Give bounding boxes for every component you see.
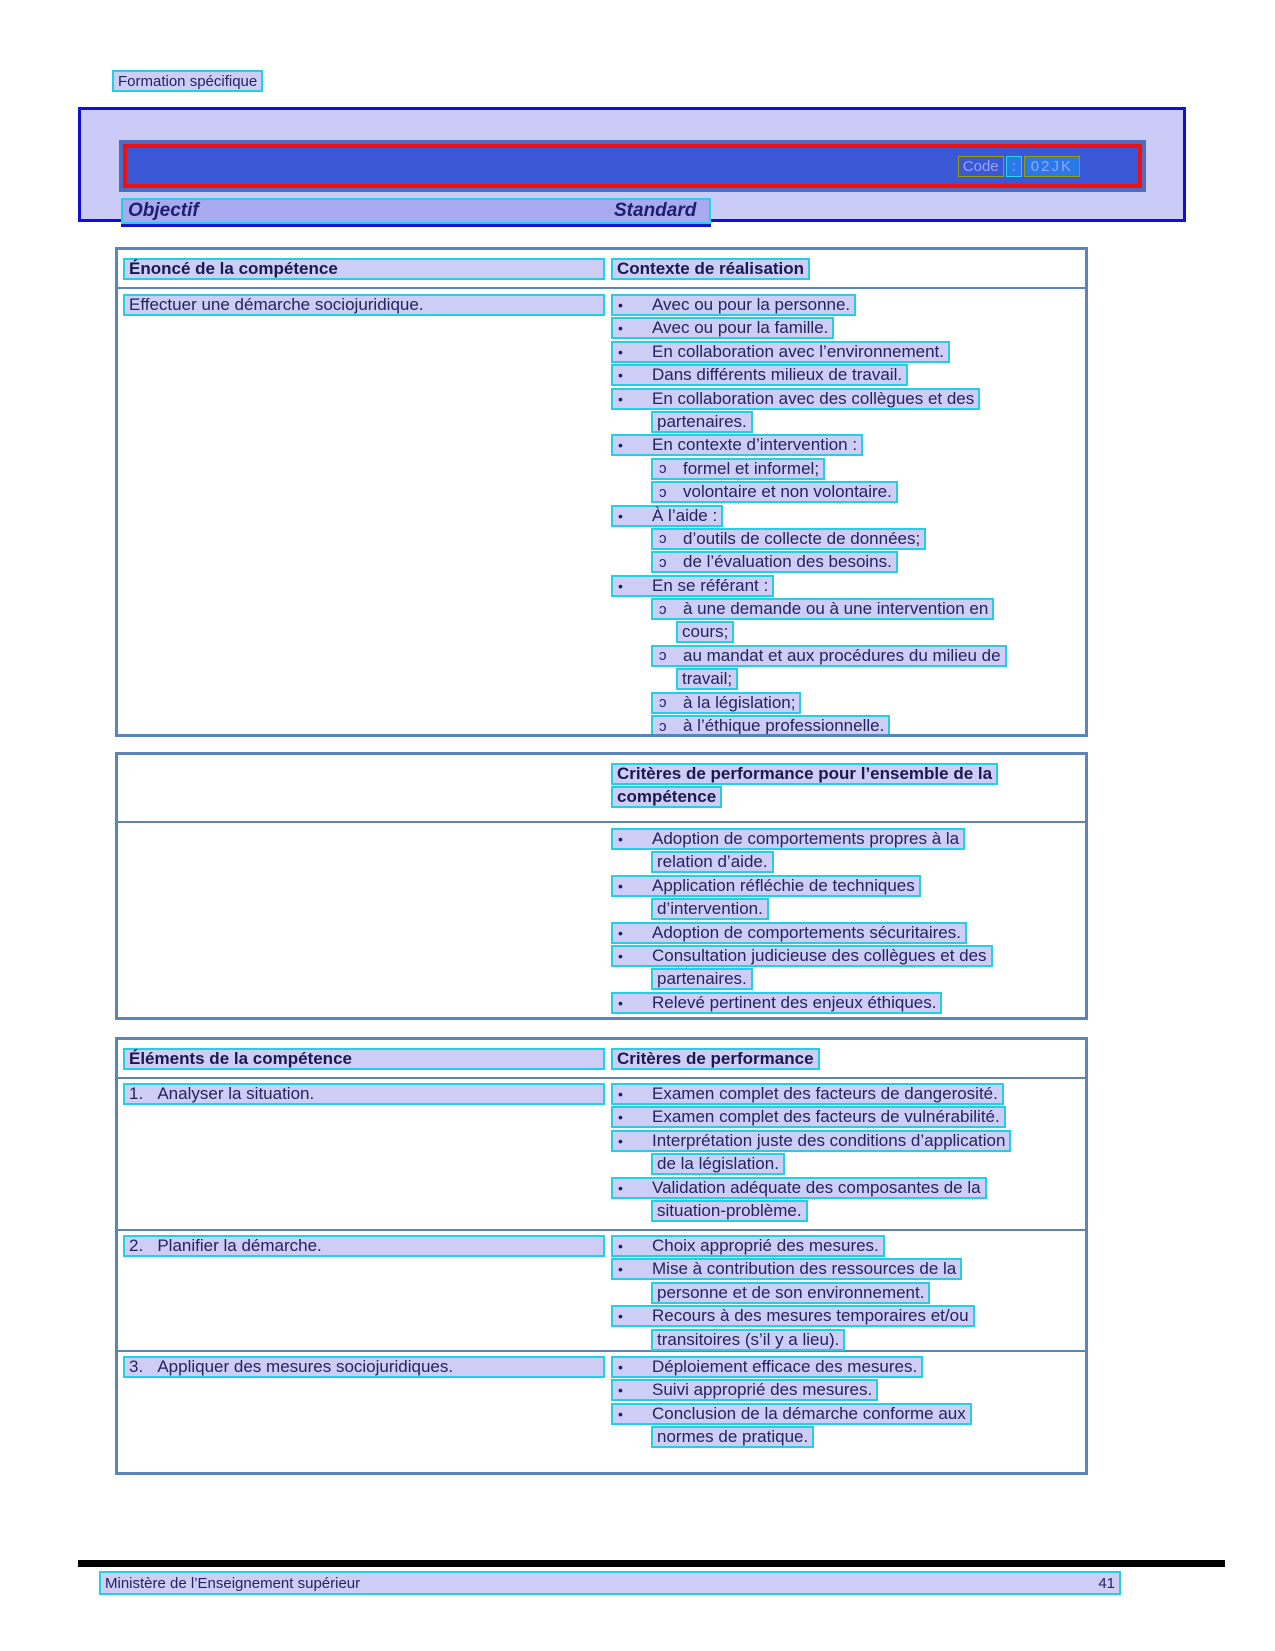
highlighted-text [611, 294, 856, 316]
highlighted-text [611, 1083, 1004, 1105]
list-item-text: normes de pratique. [657, 1427, 809, 1447]
formation-label: Formation spécifique [112, 70, 263, 92]
table3-header-row [118, 1040, 1085, 1079]
list-item-text: Consultation judicieuse des collègues et des [652, 945, 987, 965]
bullet-icon: • [618, 1308, 623, 1325]
bullet-icon: • [618, 1359, 623, 1375]
table2-body [118, 823, 1085, 1015]
footer-highlight [99, 1571, 1121, 1595]
list-line [611, 1305, 1080, 1328]
header-box [78, 107, 1186, 222]
element-cell [123, 1356, 611, 1470]
highlighted-text [651, 851, 774, 873]
list-line [611, 1329, 1080, 1352]
list-line [611, 992, 1080, 1015]
criteria-list [611, 828, 1080, 1015]
list-item-text: de l’évaluation des besoins. [683, 552, 892, 572]
list-item-text: à une demande ou à une intervention en [683, 599, 989, 619]
list-item-text: Adoption de comportements sécuritaires. [652, 922, 961, 942]
list-line [611, 922, 1080, 945]
highlighted-text [611, 828, 965, 850]
sub-bullet-icon: ɔ [659, 600, 667, 618]
list-line [611, 715, 1080, 737]
code-label: Code [958, 156, 1004, 177]
highlighted-text [611, 388, 980, 410]
list-item-text: d’intervention. [657, 899, 763, 919]
highlighted-text [651, 551, 898, 573]
list-line [611, 1106, 1080, 1129]
criteria-header-line2: compétence [611, 786, 722, 808]
table3-col2-header-cell [611, 1048, 1080, 1070]
list-item-text: Application réfléchie de techniques [652, 875, 915, 895]
list-line [611, 1235, 1080, 1258]
list-item-text: Mise à contribution des ressources de la [652, 1259, 957, 1279]
footer [99, 1571, 1121, 1595]
highlighted-text [611, 505, 723, 527]
bullet-icon: • [618, 947, 623, 964]
list-item-text: Examen complet des facteurs de vulnérabilité. [652, 1107, 1000, 1127]
list-line [611, 621, 1080, 644]
elements-criteria-table [115, 1037, 1088, 1475]
highlighted-text [611, 1235, 885, 1257]
list-line [611, 598, 1080, 621]
list-line [611, 945, 1080, 968]
highlighted-text [651, 411, 753, 433]
highlighted-text [611, 317, 834, 339]
highlighted-text [611, 992, 942, 1014]
list-line [611, 692, 1080, 715]
list-item-text: partenaires. [657, 411, 747, 431]
col1-header: Énoncé de la compétence [123, 258, 605, 280]
list-line [611, 364, 1080, 387]
bullet-icon: • [618, 1238, 623, 1254]
bullet-icon: • [618, 437, 623, 454]
bullet-icon: • [618, 1109, 623, 1126]
list-line [611, 875, 1080, 898]
element-cell [123, 1235, 611, 1350]
list-line [611, 505, 1080, 528]
table1-col1-header-cell [123, 258, 611, 280]
highlighted-text [676, 668, 738, 690]
table2-col2-header-cell [611, 763, 1080, 810]
highlighted-text [651, 1329, 845, 1351]
highlighted-text [611, 1258, 962, 1280]
list-item-text: transitoires (s’il y a lieu). [657, 1329, 840, 1349]
highlighted-text [611, 1305, 975, 1327]
highlighted-text [651, 692, 801, 714]
title-bar [119, 140, 1146, 192]
list-item-text: Avec ou pour la personne. [652, 295, 851, 314]
element-cell [123, 1083, 611, 1229]
list-item-text: Validation adéquate des composantes de la [652, 1177, 981, 1197]
highlighted-text [651, 1426, 814, 1448]
list-item-text: d’outils de collecte de données; [683, 528, 921, 548]
list-line [611, 1153, 1080, 1176]
list-line [611, 317, 1080, 340]
competence-context-table [115, 247, 1088, 737]
table3-col1-header-cell [123, 1048, 611, 1070]
context-list [611, 294, 1080, 737]
code-value: 02JK [1024, 156, 1080, 177]
bullet-icon: • [618, 507, 623, 524]
list-item-text: À l’aide : [652, 505, 718, 525]
highlighted-text [611, 1379, 878, 1401]
list-line [611, 668, 1080, 691]
element-2: 2. Planifier la démarche. [123, 1235, 605, 1257]
list-item-text: Déploiement efficace des mesures. [652, 1357, 918, 1376]
highlighted-text [611, 875, 921, 897]
objectif-heading: Objectif [128, 200, 199, 221]
bullet-icon: • [618, 577, 623, 594]
bullet-icon: • [618, 1132, 623, 1149]
highlighted-text [651, 1200, 808, 1222]
bullet-icon: • [618, 297, 623, 313]
col2-header: Contexte de réalisation [611, 258, 810, 280]
footer-divider-bar [78, 1560, 1225, 1567]
criteria-header-line1: Critères de performance pour l’ensemble de la [611, 763, 998, 785]
sub-bullet-icon: ɔ [659, 694, 667, 712]
list-item-text: partenaires. [657, 969, 747, 989]
list-item-text: au mandat et aux procédures du milieu de [683, 645, 1001, 665]
table2-empty-cell [123, 828, 611, 1015]
list-item-text: En se référant : [652, 575, 769, 595]
table-row [118, 1079, 1085, 1229]
table-row [118, 1350, 1085, 1470]
competence-statement-cell [123, 294, 611, 737]
list-item-text: En collaboration avec l’environnement. [652, 341, 945, 361]
list-item-text: Examen complet des facteurs de dangerosité. [652, 1084, 998, 1103]
list-line [611, 645, 1080, 668]
performance-header: Critères de performance [611, 1048, 820, 1070]
list-item-text: relation d’aide. [657, 852, 768, 872]
list-item-text: formel et informel; [683, 458, 820, 478]
standard-heading: Standard [614, 200, 697, 221]
highlighted-text [611, 1403, 972, 1425]
list-line [611, 411, 1080, 434]
bullet-icon: • [618, 1382, 623, 1399]
list-item-text: Relevé pertinent des enjeux éthiques. [652, 992, 937, 1012]
list-line [611, 1379, 1080, 1402]
list-item-text: Suivi approprié des mesures. [652, 1380, 873, 1400]
list-line [611, 551, 1080, 574]
highlighted-text [611, 341, 950, 363]
bullet-icon: • [618, 1179, 623, 1196]
table1-body [118, 289, 1085, 737]
highlighted-text [651, 645, 1007, 667]
highlighted-text [651, 1153, 785, 1175]
list-item-text: situation-problème. [657, 1200, 802, 1220]
list-item-text: En contexte d’intervention : [652, 435, 858, 455]
highlighted-text [651, 715, 890, 737]
bullet-icon: • [618, 831, 623, 847]
list-item-text: à l’éthique professionnelle. [683, 716, 885, 736]
list-line [611, 528, 1080, 551]
highlighted-text [651, 1282, 930, 1304]
list-line [611, 851, 1080, 874]
highlighted-text [651, 898, 769, 920]
list-line [611, 1356, 1080, 1379]
code-separator: : [1006, 156, 1022, 177]
list-line [611, 294, 1080, 317]
highlighted-text [611, 364, 908, 386]
highlighted-text [611, 575, 774, 597]
sub-bullet-icon: ɔ [659, 553, 667, 571]
highlighted-text [611, 1177, 987, 1199]
list-line [611, 968, 1080, 991]
list-line [611, 481, 1080, 504]
list-item-text: cours; [682, 622, 729, 642]
list-item-text: Recours à des mesures temporaires et/ou [652, 1306, 969, 1326]
list-line [611, 575, 1080, 598]
table-row [118, 1229, 1085, 1350]
bullet-icon: • [618, 924, 623, 941]
element-1-criteria-list [611, 1083, 1080, 1229]
list-item-text: Interprétation juste des conditions d’application [652, 1130, 1006, 1150]
title-bar-inner [123, 144, 1142, 188]
element-3-criteria-list [611, 1356, 1080, 1470]
highlighted-text [611, 434, 863, 456]
list-line [611, 898, 1080, 921]
list-line [611, 1258, 1080, 1281]
list-item-text: travail; [682, 669, 733, 689]
highlighted-text [676, 621, 734, 643]
bullet-icon: • [618, 343, 623, 360]
list-item-text: Choix approprié des mesures. [652, 1236, 879, 1255]
sub-bullet-icon: ɔ [659, 717, 667, 735]
performance-criteria-table [115, 752, 1088, 1020]
list-line [611, 828, 1080, 851]
bullet-icon: • [618, 877, 623, 894]
list-line [611, 1282, 1080, 1305]
sub-bullet-icon: ɔ [659, 460, 667, 478]
table2-header-row [118, 755, 1085, 823]
footer-ministry: Ministère de l’Enseignement supérieur [105, 1574, 361, 1592]
list-item-text: volontaire et non volontaire. [683, 482, 892, 502]
highlighted-text [611, 1130, 1011, 1152]
highlighted-text [651, 458, 825, 480]
objectif-standard-heading [121, 198, 711, 227]
bullet-icon: • [618, 390, 623, 407]
sub-bullet-icon: ɔ [659, 530, 667, 548]
list-item-text: Adoption de comportements propres à la [652, 829, 960, 848]
element-3: 3. Appliquer des mesures sociojuridiques. [123, 1356, 605, 1378]
list-line [611, 388, 1080, 411]
sub-bullet-icon: ɔ [659, 647, 667, 665]
element-2-criteria-list [611, 1235, 1080, 1350]
heading-highlight [121, 198, 711, 224]
list-line [611, 341, 1080, 364]
sub-bullet-icon: ɔ [659, 483, 667, 501]
list-line [611, 458, 1080, 481]
competence-statement: Effectuer une démarche sociojuridique. [123, 294, 605, 316]
list-item-text: de la législation. [657, 1154, 779, 1174]
highlighted-text [651, 481, 898, 503]
highlighted-text [651, 598, 994, 620]
list-item-text: à la législation; [683, 692, 796, 712]
list-item-text: Avec ou pour la famille. [652, 318, 829, 338]
highlighted-text [651, 528, 926, 550]
list-line [611, 1426, 1080, 1449]
table1-header-row [118, 250, 1085, 289]
footer-page-number: 41 [1098, 1574, 1115, 1592]
table1-col2-header-cell [611, 258, 1080, 280]
elements-header: Éléments de la compétence [123, 1048, 605, 1070]
list-item-text: Dans différents milieux de travail. [652, 365, 903, 385]
formation-section-label [112, 70, 263, 92]
list-line [611, 1177, 1080, 1200]
list-line [611, 1200, 1080, 1223]
list-line [611, 1403, 1080, 1426]
bullet-icon: • [618, 367, 623, 384]
bullet-icon: • [618, 994, 623, 1011]
highlighted-text [651, 968, 753, 990]
bullet-icon: • [618, 1261, 623, 1278]
list-line [611, 1083, 1080, 1106]
highlighted-text [611, 922, 967, 944]
highlighted-text [611, 1106, 1006, 1128]
highlighted-text [611, 1356, 923, 1378]
list-item-text: Conclusion de la démarche conforme aux [652, 1403, 966, 1423]
list-line [611, 434, 1080, 457]
list-item-text: En collaboration avec des collègues et des [652, 388, 975, 408]
highlighted-text [611, 945, 993, 967]
list-line [611, 1130, 1080, 1153]
bullet-icon: • [618, 1086, 623, 1102]
bullet-icon: • [618, 320, 623, 337]
list-item-text: personne et de son environnement. [657, 1282, 925, 1302]
element-1: 1. Analyser la situation. [123, 1083, 605, 1105]
bullet-icon: • [618, 1405, 623, 1422]
